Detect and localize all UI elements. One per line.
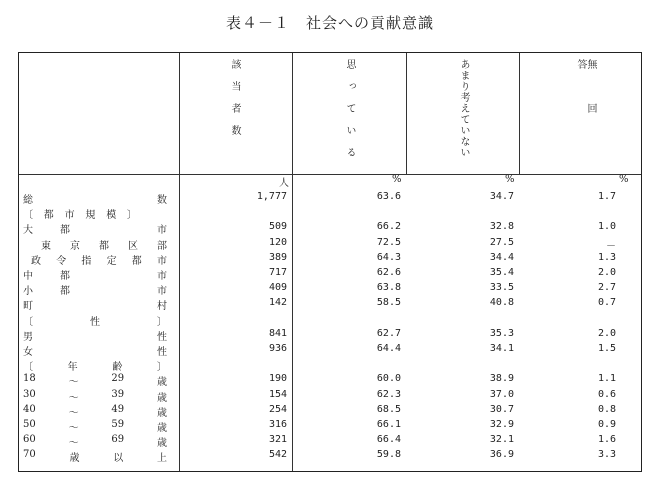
label-part: 50 <box>23 419 36 430</box>
label-char: 〕 <box>126 210 137 222</box>
label-char: 〕 <box>156 362 167 374</box>
label-part: ～ <box>68 392 79 404</box>
row-label <box>19 449 169 464</box>
label-char: 〕 <box>157 316 167 328</box>
label-part: 69 <box>111 434 125 446</box>
cell-not-think: 30.7 <box>489 403 514 415</box>
header-count-text: 該当者数 <box>229 59 240 147</box>
cell-count: 120 <box>268 236 287 248</box>
cell-not-think: 33.5 <box>489 282 514 294</box>
label-char: 中 <box>23 271 33 282</box>
cell-no-answer: 1.6 <box>597 434 616 446</box>
label-char: 小 <box>23 286 33 298</box>
label-char: 市 <box>157 225 167 237</box>
cell-count: 936 <box>268 343 287 354</box>
label-part: 18 <box>23 373 36 385</box>
row-label <box>19 191 169 206</box>
table-row <box>19 267 641 282</box>
row-label <box>19 237 169 252</box>
label-char: 年 <box>67 362 78 374</box>
cell-count: 154 <box>268 388 287 400</box>
label-char: 市 <box>157 271 167 282</box>
cell-not-think: 37.0 <box>489 388 514 400</box>
cell-not-think: 35.4 <box>489 267 514 278</box>
cell-count: 142 <box>268 297 287 309</box>
cell-count: 841 <box>268 327 287 339</box>
label-char: 都 <box>131 255 142 267</box>
cell-count: 409 <box>268 282 287 294</box>
label-char: 京 <box>70 240 80 252</box>
cell-think: 66.4 <box>376 434 401 446</box>
header-no-answer-text: 無回答 <box>575 59 596 147</box>
cell-think: 58.5 <box>376 297 401 309</box>
cell-no-answer: 2.0 <box>597 267 616 278</box>
table-row <box>19 191 641 206</box>
header-not-think-text: あまり考えていない <box>458 59 469 158</box>
label-part: 歳 <box>69 453 80 465</box>
label-part: 39 <box>111 388 125 400</box>
row-label <box>19 404 169 419</box>
table-row <box>19 449 641 464</box>
cell-think: 64.4 <box>376 343 401 354</box>
cell-not-think: 34.4 <box>489 251 514 263</box>
label-part: 歳 <box>157 392 167 404</box>
label-part: ～ <box>68 407 79 419</box>
table-row <box>19 328 641 343</box>
cell-think: 64.3 <box>376 251 401 263</box>
unit-count: 人 <box>279 178 289 189</box>
cell-no-answer: 2.7 <box>597 282 616 294</box>
cell-think: 66.2 <box>376 221 401 233</box>
label-char: 規 <box>85 210 96 222</box>
cell-think: 59.8 <box>376 449 401 461</box>
label-char: 都 <box>60 286 70 298</box>
cell-no-answer: 0.9 <box>597 419 616 430</box>
table-row <box>19 419 641 434</box>
row-label <box>19 434 169 449</box>
row-label <box>19 343 169 358</box>
label-part: 上 <box>156 453 167 465</box>
label-part: 70 <box>23 449 36 461</box>
row-label <box>19 419 169 434</box>
label-part: 60 <box>23 434 36 446</box>
cell-count: 321 <box>268 434 287 446</box>
cell-think: 68.5 <box>376 403 401 415</box>
label-char: 都 <box>99 240 109 252</box>
label-part: 59 <box>111 419 125 430</box>
cell-no-answer: 0.6 <box>597 388 616 400</box>
unit-not-think: % <box>505 174 515 185</box>
cell-no-answer: － <box>606 240 616 252</box>
label-char: 政 <box>31 255 41 267</box>
cell-not-think: 35.3 <box>489 327 514 339</box>
table-row <box>19 252 641 267</box>
label-part: 以 <box>113 453 124 465</box>
label-part: 40 <box>23 403 36 415</box>
label-char: 性 <box>157 331 167 343</box>
cell-think: 66.1 <box>376 419 401 430</box>
cell-think: 62.6 <box>376 267 401 278</box>
label-part: ～ <box>68 377 79 389</box>
row-label <box>19 221 169 236</box>
label-char: 模 <box>106 210 117 222</box>
cell-no-answer: 0.8 <box>597 403 616 415</box>
row-label <box>19 389 169 404</box>
cell-no-answer: 0.7 <box>597 297 616 309</box>
label-char: 町 <box>23 301 33 313</box>
table-row <box>19 221 641 236</box>
label-char: 都 <box>60 225 70 237</box>
label-char: 総 <box>23 195 33 206</box>
label-char: 都 <box>60 271 70 282</box>
label-char: 数 <box>157 195 167 206</box>
cell-think: 63.6 <box>376 191 401 202</box>
cell-count: 389 <box>268 251 287 263</box>
cell-not-think: 34.1 <box>489 343 514 354</box>
table-row <box>19 297 641 312</box>
label-char: 〔 <box>23 210 33 222</box>
label-char: 市 <box>64 210 75 222</box>
cell-no-answer: 2.0 <box>597 327 616 339</box>
table-row <box>19 404 641 419</box>
row-label <box>19 373 169 388</box>
label-char: 性 <box>157 347 167 358</box>
cell-think: 60.0 <box>376 373 401 385</box>
cell-not-think: 38.9 <box>489 373 514 385</box>
table-row <box>19 206 641 221</box>
label-part: 歳 <box>157 407 167 419</box>
cell-count: 717 <box>268 267 287 278</box>
cell-think: 62.7 <box>376 327 401 339</box>
unit-no-answer: % <box>619 174 629 185</box>
label-char: 〔 <box>23 362 33 374</box>
table-row <box>19 389 641 404</box>
cell-not-think: 27.5 <box>489 236 514 248</box>
cell-think: 63.8 <box>376 282 401 294</box>
label-part: 49 <box>111 403 125 415</box>
label-part: 歳 <box>157 423 167 434</box>
label-char: 齢 <box>112 362 123 374</box>
table-row <box>19 313 641 328</box>
cell-no-answer: 3.3 <box>597 449 616 461</box>
table-row <box>19 343 641 358</box>
label-char: 村 <box>157 301 167 313</box>
label-char: 〔 <box>23 316 33 328</box>
label-part: 30 <box>23 388 36 400</box>
label-char: 女 <box>23 347 33 358</box>
cell-no-answer: 1.1 <box>597 373 616 385</box>
cell-count: 509 <box>268 221 287 233</box>
label-part: 歳 <box>157 377 167 389</box>
row-label <box>19 297 169 312</box>
cell-not-think: 32.1 <box>489 434 514 446</box>
row-label <box>19 328 169 343</box>
header-think-text: 思っている <box>344 59 355 169</box>
label-char: 部 <box>157 240 167 252</box>
label-char: 東 <box>41 240 51 252</box>
cell-no-answer: 1.3 <box>597 251 616 263</box>
label-part: 歳 <box>157 438 167 450</box>
table-row <box>19 237 641 252</box>
header-divider <box>19 174 641 175</box>
cell-count: 190 <box>268 373 287 385</box>
cell-not-think: 32.8 <box>489 221 514 233</box>
label-char: 市 <box>157 286 167 298</box>
row-label <box>19 313 169 328</box>
cell-not-think: 36.9 <box>489 449 514 461</box>
table-row <box>19 358 641 373</box>
cell-think: 62.3 <box>376 388 401 400</box>
cell-count: 542 <box>268 449 287 461</box>
cell-not-think: 32.9 <box>489 419 514 430</box>
cell-no-answer: 1.5 <box>597 343 616 354</box>
table-title: 表４－１ 社会への貢献意識 <box>225 14 434 32</box>
label-char: 令 <box>56 255 67 267</box>
cell-count: 254 <box>268 403 287 415</box>
cell-not-think: 40.8 <box>489 297 514 309</box>
unit-think: % <box>392 174 402 185</box>
cell-think: 72.5 <box>376 236 401 248</box>
cell-not-think: 34.7 <box>489 191 514 202</box>
row-label <box>19 358 169 373</box>
label-char: 大 <box>23 225 33 237</box>
table-row <box>19 373 641 388</box>
table-row <box>19 282 641 297</box>
row-label <box>19 252 169 267</box>
header-count <box>179 53 292 174</box>
cell-no-answer: 1.7 <box>597 191 616 202</box>
label-char: 男 <box>23 331 33 343</box>
header-not-think <box>406 53 519 174</box>
row-label <box>19 282 169 297</box>
table-row <box>19 434 641 449</box>
label-part: ～ <box>68 438 79 450</box>
label-char: 指 <box>81 255 92 267</box>
cell-no-answer: 1.0 <box>597 221 616 233</box>
label-char: 定 <box>106 255 117 267</box>
data-table <box>18 52 642 472</box>
row-label <box>19 206 139 221</box>
label-part: ～ <box>68 423 79 434</box>
header-think <box>292 53 406 174</box>
label-char: 都 <box>43 210 54 222</box>
header-no-answer <box>519 53 641 174</box>
row-label <box>19 267 169 282</box>
cell-count: 316 <box>268 419 287 430</box>
label-char: 区 <box>128 240 138 252</box>
label-part: 29 <box>111 373 125 385</box>
label-char: 性 <box>90 316 100 328</box>
label-char: 市 <box>156 255 167 267</box>
cell-count: 1,777 <box>256 191 287 202</box>
